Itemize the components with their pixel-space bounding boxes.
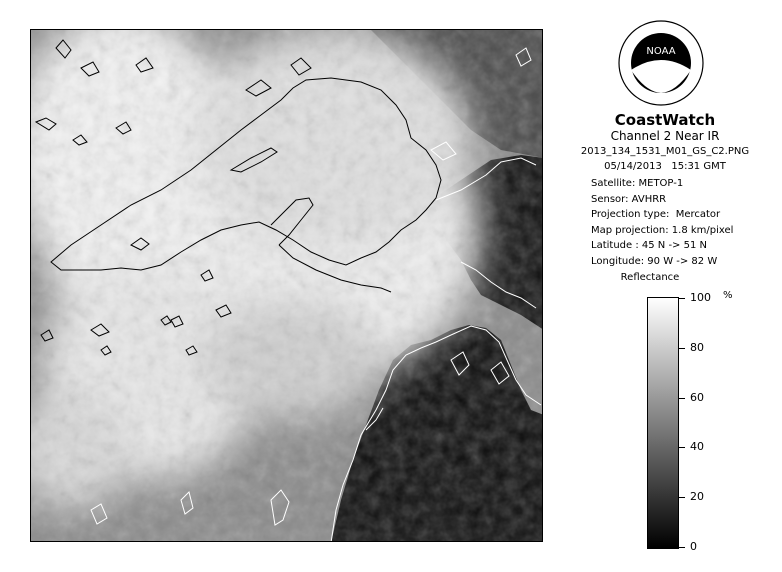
noaa-logo [618, 20, 704, 106]
longitude-label: Longitude: 90 W -> 82 W [591, 255, 718, 267]
satellite-label: Satellite: METOP-1 [591, 178, 684, 189]
channel-label: Channel 2 Near IR [610, 129, 720, 143]
image-datetime: 05/14/2013 15:31 GMT [604, 161, 726, 172]
latitude-label: Latitude : 45 N -> 51 N [591, 240, 707, 251]
map-projection-label: Map projection: 1.8 km/pixel [591, 224, 734, 236]
colorbar-tick-label: 0 [690, 540, 697, 553]
colorbar-tick [679, 497, 685, 498]
reflectance-colorbar [647, 297, 679, 549]
satellite-map [30, 29, 543, 542]
colorbar-tick-label: 20 [690, 490, 704, 504]
colorbar-tick [679, 398, 685, 399]
colorbar-tick [679, 348, 685, 349]
legend-unit: % [723, 290, 733, 301]
legend-title: Reflectance [620, 272, 680, 283]
file-name: 2013_134_1531_M01_GS_C2.PNG [580, 146, 750, 157]
projection-type-label: Projection type: Mercator [591, 209, 721, 220]
sensor-label: Sensor: AVHRR [591, 193, 667, 205]
metadata-panel [591, 176, 733, 269]
colorbar-tick-label: 100 [690, 291, 711, 304]
image-texture [31, 30, 543, 542]
colorbar-tick-label: 60 [690, 390, 704, 404]
colorbar-tick [679, 298, 685, 299]
colorbar-tick [679, 447, 685, 448]
colorbar-tick-label: 40 [690, 440, 704, 454]
brand-title: CoastWatch [614, 111, 716, 129]
logo-text: NOAA [646, 46, 676, 57]
satellite-image [31, 30, 543, 542]
colorbar-tick-label: 80 [690, 340, 704, 354]
colorbar-tick [679, 547, 685, 548]
